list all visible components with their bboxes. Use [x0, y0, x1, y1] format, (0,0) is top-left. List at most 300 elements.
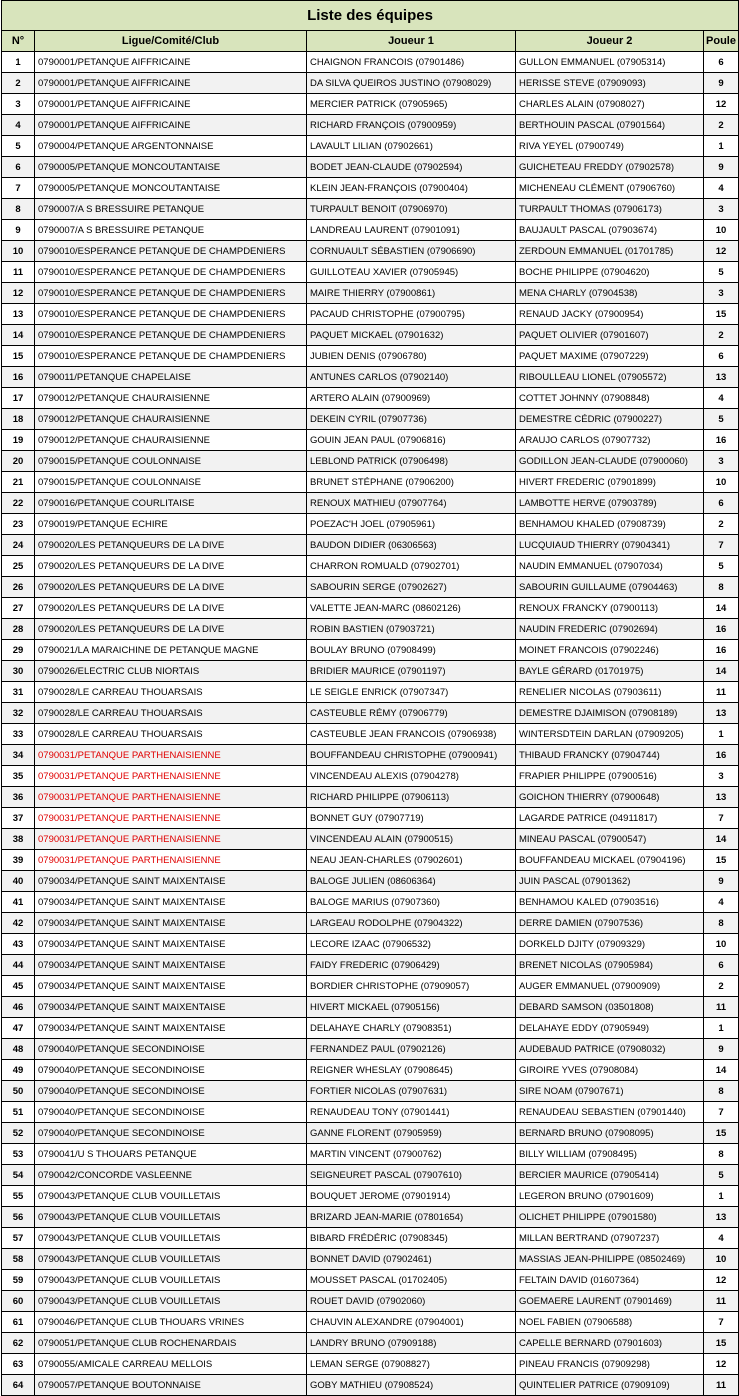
player-2-cell: RENELIER NICOLAS (07903611)	[516, 682, 704, 703]
pool-cell: 9	[704, 1039, 739, 1060]
table-row	[2, 220, 739, 241]
pool-cell: 6	[704, 346, 739, 367]
club-cell: 0790043/PETANQUE CLUB VOUILLETAIS	[35, 1249, 307, 1270]
club-cell: 0790005/PETANQUE MONCOUTANTAISE	[35, 178, 307, 199]
club-cell: 0790004/PETANQUE ARGENTONNAISE	[35, 136, 307, 157]
team-number: 40	[2, 871, 35, 892]
player-1-cell: BIBARD FRÉDÉRIC (07908345)	[307, 1228, 516, 1249]
team-number: 22	[2, 493, 35, 514]
table-row	[2, 367, 739, 388]
club-cell: 0790055/AMICALE CARREAU MELLOIS	[35, 1354, 307, 1375]
team-number: 10	[2, 241, 35, 262]
club-cell: 0790020/LES PETANQUEURS DE LA DIVE	[35, 535, 307, 556]
table-row	[2, 451, 739, 472]
player-1-cell: ROBIN BASTIEN (07903721)	[307, 619, 516, 640]
pool-cell: 8	[704, 1081, 739, 1102]
title-row	[2, 1, 739, 31]
table-row	[2, 1354, 739, 1375]
team-number: 35	[2, 766, 35, 787]
player-2-cell: BAUJAULT PASCAL (07903674)	[516, 220, 704, 241]
player-2-cell: QUINTELIER PATRICE (07909109)	[516, 1375, 704, 1396]
pool-cell: 15	[704, 304, 739, 325]
player-2-cell: DEBARD SAMSON (03501808)	[516, 997, 704, 1018]
team-number: 26	[2, 577, 35, 598]
table-row	[2, 598, 739, 619]
player-2-cell: BOUFFANDEAU MICKAEL (07904196)	[516, 850, 704, 871]
sheet-title: Liste des équipes	[2, 1, 739, 31]
table-row	[2, 136, 739, 157]
club-cell: 0790007/A S BRESSUIRE PETANQUE	[35, 220, 307, 241]
pool-cell: 9	[704, 157, 739, 178]
pool-cell: 1	[704, 1186, 739, 1207]
pool-cell: 2	[704, 514, 739, 535]
club-cell: 0790019/PETANQUE ECHIRE	[35, 514, 307, 535]
pool-cell: 10	[704, 472, 739, 493]
player-1-cell: CHAUVIN ALEXANDRE (07904001)	[307, 1312, 516, 1333]
club-cell: 0790010/ESPERANCE PETANQUE DE CHAMPDENIERS	[35, 304, 307, 325]
player-2-cell: MICHENEAU CLÉMENT (07906760)	[516, 178, 704, 199]
pool-cell: 3	[704, 451, 739, 472]
club-cell: 0790010/ESPERANCE PETANQUE DE CHAMPDENIERS	[35, 346, 307, 367]
team-number: 1	[2, 52, 35, 73]
player-1-cell: BONNET GUY (07907719)	[307, 808, 516, 829]
club-cell: 0790043/PETANQUE CLUB VOUILLETAIS	[35, 1207, 307, 1228]
pool-cell: 12	[704, 94, 739, 115]
player-1-cell: RENOUX MATHIEU (07907764)	[307, 493, 516, 514]
club-cell: 0790031/PETANQUE PARTHENAISIENNE	[35, 766, 307, 787]
team-number: 7	[2, 178, 35, 199]
club-cell: 0790040/PETANQUE SECONDINOISE	[35, 1123, 307, 1144]
player-1-cell: LARGEAU RODOLPHE (07904322)	[307, 913, 516, 934]
pool-cell: 12	[704, 1354, 739, 1375]
club-cell: 0790034/PETANQUE SAINT MAIXENTAISE	[35, 913, 307, 934]
table-row	[2, 1060, 739, 1081]
player-2-cell: RENAUD JACKY (07900954)	[516, 304, 704, 325]
club-cell: 0790041/U S THOUARS PETANQUE	[35, 1144, 307, 1165]
player-1-cell: PACAUD CHRISTOPHE (07900795)	[307, 304, 516, 325]
club-cell: 0790040/PETANQUE SECONDINOISE	[35, 1081, 307, 1102]
team-number: 34	[2, 745, 35, 766]
player-1-cell: LECORE IZAAC (07906532)	[307, 934, 516, 955]
club-cell: 0790043/PETANQUE CLUB VOUILLETAIS	[35, 1291, 307, 1312]
club-cell: 0790028/LE CARREAU THOUARSAIS	[35, 724, 307, 745]
team-number: 14	[2, 325, 35, 346]
table-row	[2, 1186, 739, 1207]
club-cell: 0790016/PETANQUE COURLITAISE	[35, 493, 307, 514]
pool-cell: 14	[704, 1060, 739, 1081]
pool-cell: 2	[704, 115, 739, 136]
player-1-cell: REIGNER WHESLAY (07908645)	[307, 1060, 516, 1081]
player-1-cell: BORDIER CHRISTOPHE (07909057)	[307, 976, 516, 997]
team-number: 57	[2, 1228, 35, 1249]
pool-cell: 5	[704, 1165, 739, 1186]
club-cell: 0790040/PETANQUE SECONDINOISE	[35, 1039, 307, 1060]
table-row	[2, 388, 739, 409]
pool-cell: 11	[704, 997, 739, 1018]
player-1-cell: BOUQUET JEROME (07901914)	[307, 1186, 516, 1207]
pool-cell: 13	[704, 787, 739, 808]
club-cell: 0790010/ESPERANCE PETANQUE DE CHAMPDENIERS	[35, 241, 307, 262]
table-row	[2, 577, 739, 598]
table-row	[2, 535, 739, 556]
table-row	[2, 1270, 739, 1291]
pool-cell: 5	[704, 262, 739, 283]
club-cell: 0790005/PETANQUE MONCOUTANTAISE	[35, 157, 307, 178]
pool-cell: 10	[704, 1249, 739, 1270]
table-row	[2, 892, 739, 913]
team-number: 56	[2, 1207, 35, 1228]
club-cell: 0790010/ESPERANCE PETANQUE DE CHAMPDENIERS	[35, 325, 307, 346]
player-2-cell: JUIN PASCAL (07901362)	[516, 871, 704, 892]
player-2-cell: RIVA YEYEL (07900749)	[516, 136, 704, 157]
pool-cell: 16	[704, 640, 739, 661]
table-row	[2, 766, 739, 787]
player-2-cell: MASSIAS JEAN-PHILIPPE (08502469)	[516, 1249, 704, 1270]
team-number: 15	[2, 346, 35, 367]
player-1-cell: LEMAN SERGE (07908827)	[307, 1354, 516, 1375]
player-2-cell: WINTERSDTEIN DARLAN (07909205)	[516, 724, 704, 745]
player-1-cell: BRUNET STÉPHANE (07906200)	[307, 472, 516, 493]
team-number: 63	[2, 1354, 35, 1375]
table-row	[2, 1102, 739, 1123]
player-2-cell: AUGER EMMANUEL (07900909)	[516, 976, 704, 997]
team-number: 44	[2, 955, 35, 976]
player-2-cell: BENHAMOU KHALED (07908739)	[516, 514, 704, 535]
table-row	[2, 1144, 739, 1165]
team-number: 42	[2, 913, 35, 934]
pool-cell: 1	[704, 136, 739, 157]
pool-cell: 16	[704, 619, 739, 640]
table-row	[2, 745, 739, 766]
club-cell: 0790051/PETANQUE CLUB ROCHENARDAIS	[35, 1333, 307, 1354]
table-row	[2, 724, 739, 745]
player-1-cell: VALETTE JEAN-MARC (08602126)	[307, 598, 516, 619]
team-number: 45	[2, 976, 35, 997]
table-row	[2, 619, 739, 640]
table-row	[2, 1312, 739, 1333]
table-row	[2, 73, 739, 94]
player-1-cell: MARTIN VINCENT (07900762)	[307, 1144, 516, 1165]
player-1-cell: LANDREAU LAURENT (07901091)	[307, 220, 516, 241]
player-1-cell: GUILLOTEAU XAVIER (07905945)	[307, 262, 516, 283]
player-1-cell: HIVERT MICKAEL (07905156)	[307, 997, 516, 1018]
pool-cell: 4	[704, 892, 739, 913]
table-row	[2, 1081, 739, 1102]
team-number: 52	[2, 1123, 35, 1144]
table-row	[2, 976, 739, 997]
club-cell: 0790010/ESPERANCE PETANQUE DE CHAMPDENIERS	[35, 283, 307, 304]
club-cell: 0790012/PETANQUE CHAURAISIENNE	[35, 430, 307, 451]
player-1-cell: LEBLOND PATRICK (07906498)	[307, 451, 516, 472]
player-1-cell: CHARRON ROMUALD (07902701)	[307, 556, 516, 577]
player-2-cell: AUDEBAUD PATRICE (07908032)	[516, 1039, 704, 1060]
table-row	[2, 682, 739, 703]
club-cell: 0790020/LES PETANQUEURS DE LA DIVE	[35, 577, 307, 598]
pool-cell: 12	[704, 241, 739, 262]
club-cell: 0790021/LA MARAICHINE DE PETANQUE MAGNE	[35, 640, 307, 661]
pool-cell: 7	[704, 1312, 739, 1333]
pool-cell: 7	[704, 1102, 739, 1123]
team-number: 27	[2, 598, 35, 619]
player-2-cell: FRAPIER PHILIPPE (07900516)	[516, 766, 704, 787]
pool-cell: 13	[704, 703, 739, 724]
team-number: 9	[2, 220, 35, 241]
club-cell: 0790034/PETANQUE SAINT MAIXENTAISE	[35, 871, 307, 892]
player-1-cell: LAVAULT LILIAN (07902661)	[307, 136, 516, 157]
club-cell: 0790012/PETANQUE CHAURAISIENNE	[35, 409, 307, 430]
club-cell: 0790020/LES PETANQUEURS DE LA DIVE	[35, 556, 307, 577]
player-1-cell: RICHARD PHILIPPE (07906113)	[307, 787, 516, 808]
pool-cell: 15	[704, 1123, 739, 1144]
pool-cell: 7	[704, 535, 739, 556]
team-number: 39	[2, 850, 35, 871]
player-2-cell: GIROIRE YVES (07908084)	[516, 1060, 704, 1081]
table-row	[2, 955, 739, 976]
pool-cell: 14	[704, 829, 739, 850]
player-1-cell: BODET JEAN-CLAUDE (07902594)	[307, 157, 516, 178]
team-number: 37	[2, 808, 35, 829]
table-row	[2, 661, 739, 682]
player-1-cell: NEAU JEAN-CHARLES (07902601)	[307, 850, 516, 871]
team-number: 8	[2, 199, 35, 220]
club-cell: 0790031/PETANQUE PARTHENAISIENNE	[35, 829, 307, 850]
table-row	[2, 850, 739, 871]
player-2-cell: ARAUJO CARLOS (07907732)	[516, 430, 704, 451]
header-player-2: Joueur 2	[516, 31, 704, 52]
table-row	[2, 430, 739, 451]
player-2-cell: GUICHETEAU FREDDY (07902578)	[516, 157, 704, 178]
team-number: 20	[2, 451, 35, 472]
player-1-cell: BRIZARD JEAN-MARIE (07801654)	[307, 1207, 516, 1228]
player-1-cell: DEKEIN CYRIL (07907736)	[307, 409, 516, 430]
player-2-cell: HIVERT FREDERIC (07901899)	[516, 472, 704, 493]
player-2-cell: GODILLON JEAN-CLAUDE (07900060)	[516, 451, 704, 472]
pool-cell: 16	[704, 430, 739, 451]
pool-cell: 1	[704, 724, 739, 745]
table-row	[2, 304, 739, 325]
player-1-cell: LANDRY BRUNO (07909188)	[307, 1333, 516, 1354]
player-1-cell: VINCENDEAU ALEXIS (07904278)	[307, 766, 516, 787]
table-row	[2, 913, 739, 934]
team-number: 6	[2, 157, 35, 178]
team-number: 46	[2, 997, 35, 1018]
teams-table	[1, 0, 739, 1396]
player-2-cell: MINEAU PASCAL (07900547)	[516, 829, 704, 850]
team-number: 47	[2, 1018, 35, 1039]
pool-cell: 5	[704, 556, 739, 577]
player-1-cell: CORNUAULT SÉBASTIEN (07906690)	[307, 241, 516, 262]
pool-cell: 4	[704, 388, 739, 409]
team-number: 51	[2, 1102, 35, 1123]
player-2-cell: COTTET JOHNNY (07908848)	[516, 388, 704, 409]
team-number: 59	[2, 1270, 35, 1291]
player-1-cell: BAUDON DIDIER (06306563)	[307, 535, 516, 556]
team-number: 21	[2, 472, 35, 493]
player-1-cell: BALOGE MARIUS (07907360)	[307, 892, 516, 913]
club-cell: 0790011/PETANQUE CHAPELAISE	[35, 367, 307, 388]
club-cell: 0790015/PETANQUE COULONNAISE	[35, 472, 307, 493]
player-2-cell: NAUDIN EMMANUEL (07907034)	[516, 556, 704, 577]
club-cell: 0790031/PETANQUE PARTHENAISIENNE	[35, 745, 307, 766]
player-1-cell: RICHARD FRANÇOIS (07900959)	[307, 115, 516, 136]
club-cell: 0790040/PETANQUE SECONDINOISE	[35, 1102, 307, 1123]
player-1-cell: KLEIN JEAN-FRANÇOIS (07900404)	[307, 178, 516, 199]
team-number: 58	[2, 1249, 35, 1270]
team-number: 13	[2, 304, 35, 325]
pool-cell: 14	[704, 598, 739, 619]
table-row	[2, 1249, 739, 1270]
player-2-cell: DELAHAYE EDDY (07905949)	[516, 1018, 704, 1039]
player-1-cell: LE SEIGLE ENRICK (07907347)	[307, 682, 516, 703]
team-number: 43	[2, 934, 35, 955]
player-2-cell: BAYLE GÉRARD (01701975)	[516, 661, 704, 682]
player-1-cell: CASTEUBLE JEAN FRANCOIS (07906938)	[307, 724, 516, 745]
pool-cell: 12	[704, 1270, 739, 1291]
team-number: 11	[2, 262, 35, 283]
team-number: 32	[2, 703, 35, 724]
table-row	[2, 325, 739, 346]
pool-cell: 15	[704, 1333, 739, 1354]
table-row	[2, 1291, 739, 1312]
pool-cell: 4	[704, 178, 739, 199]
player-1-cell: ANTUNES CARLOS (07902140)	[307, 367, 516, 388]
table-row	[2, 934, 739, 955]
header-pool: Poule	[704, 31, 739, 52]
team-number: 38	[2, 829, 35, 850]
table-row	[2, 241, 739, 262]
table-row	[2, 1228, 739, 1249]
table-row	[2, 94, 739, 115]
player-2-cell: BENHAMOU KALED (07903516)	[516, 892, 704, 913]
table-row	[2, 829, 739, 850]
club-cell: 0790034/PETANQUE SAINT MAIXENTAISE	[35, 997, 307, 1018]
team-number: 55	[2, 1186, 35, 1207]
team-number: 61	[2, 1312, 35, 1333]
club-cell: 0790031/PETANQUE PARTHENAISIENNE	[35, 787, 307, 808]
club-cell: 0790034/PETANQUE SAINT MAIXENTAISE	[35, 892, 307, 913]
team-number: 33	[2, 724, 35, 745]
player-1-cell: ARTERO ALAIN (07900969)	[307, 388, 516, 409]
player-1-cell: BOUFFANDEAU CHRISTOPHE (07900941)	[307, 745, 516, 766]
player-2-cell: MILLAN BERTRAND (07907237)	[516, 1228, 704, 1249]
player-2-cell: BOCHE PHILIPPE (07904620)	[516, 262, 704, 283]
team-number: 23	[2, 514, 35, 535]
player-2-cell: GULLON EMMANUEL (07905314)	[516, 52, 704, 73]
player-1-cell: BALOGE JULIEN (08606364)	[307, 871, 516, 892]
club-cell: 0790034/PETANQUE SAINT MAIXENTAISE	[35, 934, 307, 955]
pool-cell: 8	[704, 913, 739, 934]
club-cell: 0790026/ELECTRIC CLUB NIORTAIS	[35, 661, 307, 682]
club-cell: 0790001/PETANQUE AIFFRICAINE	[35, 115, 307, 136]
player-1-cell: ROUET DAVID (07902060)	[307, 1291, 516, 1312]
player-2-cell: OLICHET PHILIPPE (07901580)	[516, 1207, 704, 1228]
team-number: 30	[2, 661, 35, 682]
header-number: N°	[2, 31, 35, 52]
team-number: 19	[2, 430, 35, 451]
player-2-cell: PINEAU FRANCIS (07909298)	[516, 1354, 704, 1375]
player-1-cell: CASTEUBLE RÉMY (07906779)	[307, 703, 516, 724]
team-number: 25	[2, 556, 35, 577]
table-row	[2, 346, 739, 367]
table-row	[2, 1039, 739, 1060]
table-row	[2, 1207, 739, 1228]
team-number: 18	[2, 409, 35, 430]
team-number: 5	[2, 136, 35, 157]
pool-cell: 11	[704, 1375, 739, 1396]
club-cell: 0790015/PETANQUE COULONNAISE	[35, 451, 307, 472]
header-row	[2, 31, 739, 52]
pool-cell: 3	[704, 766, 739, 787]
player-1-cell: FERNANDEZ PAUL (07902126)	[307, 1039, 516, 1060]
club-cell: 0790034/PETANQUE SAINT MAIXENTAISE	[35, 955, 307, 976]
team-number: 53	[2, 1144, 35, 1165]
player-2-cell: RENAUDEAU SEBASTIEN (07901440)	[516, 1102, 704, 1123]
pool-cell: 14	[704, 661, 739, 682]
player-2-cell: FELTAIN DAVID (01607364)	[516, 1270, 704, 1291]
club-cell: 0790010/ESPERANCE PETANQUE DE CHAMPDENIERS	[35, 262, 307, 283]
table-row	[2, 199, 739, 220]
team-number: 50	[2, 1081, 35, 1102]
team-number: 17	[2, 388, 35, 409]
player-2-cell: NAUDIN FREDERIC (07902694)	[516, 619, 704, 640]
club-cell: 0790007/A S BRESSUIRE PETANQUE	[35, 199, 307, 220]
table-row	[2, 115, 739, 136]
pool-cell: 4	[704, 1228, 739, 1249]
club-cell: 0790031/PETANQUE PARTHENAISIENNE	[35, 808, 307, 829]
team-number: 60	[2, 1291, 35, 1312]
header-club: Ligue/Comité/Club	[35, 31, 307, 52]
team-number: 49	[2, 1060, 35, 1081]
club-cell: 0790043/PETANQUE CLUB VOUILLETAIS	[35, 1186, 307, 1207]
pool-cell: 16	[704, 745, 739, 766]
table-row	[2, 52, 739, 73]
table-row	[2, 808, 739, 829]
table-row	[2, 703, 739, 724]
club-cell: 0790034/PETANQUE SAINT MAIXENTAISE	[35, 976, 307, 997]
player-2-cell: SABOURIN GUILLAUME (07904463)	[516, 577, 704, 598]
table-row	[2, 472, 739, 493]
pool-cell: 2	[704, 325, 739, 346]
table-row	[2, 262, 739, 283]
club-cell: 0790046/PETANQUE CLUB THOUARS VRINES	[35, 1312, 307, 1333]
player-2-cell: DERRE DAMIEN (07907536)	[516, 913, 704, 934]
pool-cell: 2	[704, 976, 739, 997]
player-2-cell: NOEL FABIEN (07906588)	[516, 1312, 704, 1333]
table-row	[2, 1333, 739, 1354]
table-row	[2, 640, 739, 661]
table-row	[2, 283, 739, 304]
player-1-cell: VINCENDEAU ALAIN (07900515)	[307, 829, 516, 850]
player-1-cell: MERCIER PATRICK (07905965)	[307, 94, 516, 115]
club-cell: 0790028/LE CARREAU THOUARSAIS	[35, 682, 307, 703]
table-row	[2, 1165, 739, 1186]
player-1-cell: PAQUET MICKAEL (07901632)	[307, 325, 516, 346]
team-number: 3	[2, 94, 35, 115]
player-2-cell: DEMESTRE CÉDRIC (07900227)	[516, 409, 704, 430]
player-1-cell: GOUIN JEAN PAUL (07906816)	[307, 430, 516, 451]
player-2-cell: PAQUET OLIVIER (07901607)	[516, 325, 704, 346]
table-row	[2, 871, 739, 892]
table-row	[2, 1375, 739, 1396]
player-2-cell: CAPELLE BERNARD (07901603)	[516, 1333, 704, 1354]
player-2-cell: LAMBOTTE HERVE (07903789)	[516, 493, 704, 514]
player-2-cell: LUCQUIAUD THIERRY (07904341)	[516, 535, 704, 556]
club-cell: 0790042/CONCORDE VASLEENNE	[35, 1165, 307, 1186]
player-1-cell: SEIGNEURET PASCAL (07907610)	[307, 1165, 516, 1186]
player-1-cell: SABOURIN SERGE (07902627)	[307, 577, 516, 598]
player-2-cell: RIBOULLEAU LIONEL (07905572)	[516, 367, 704, 388]
player-2-cell: BERCIER MAURICE (07905414)	[516, 1165, 704, 1186]
